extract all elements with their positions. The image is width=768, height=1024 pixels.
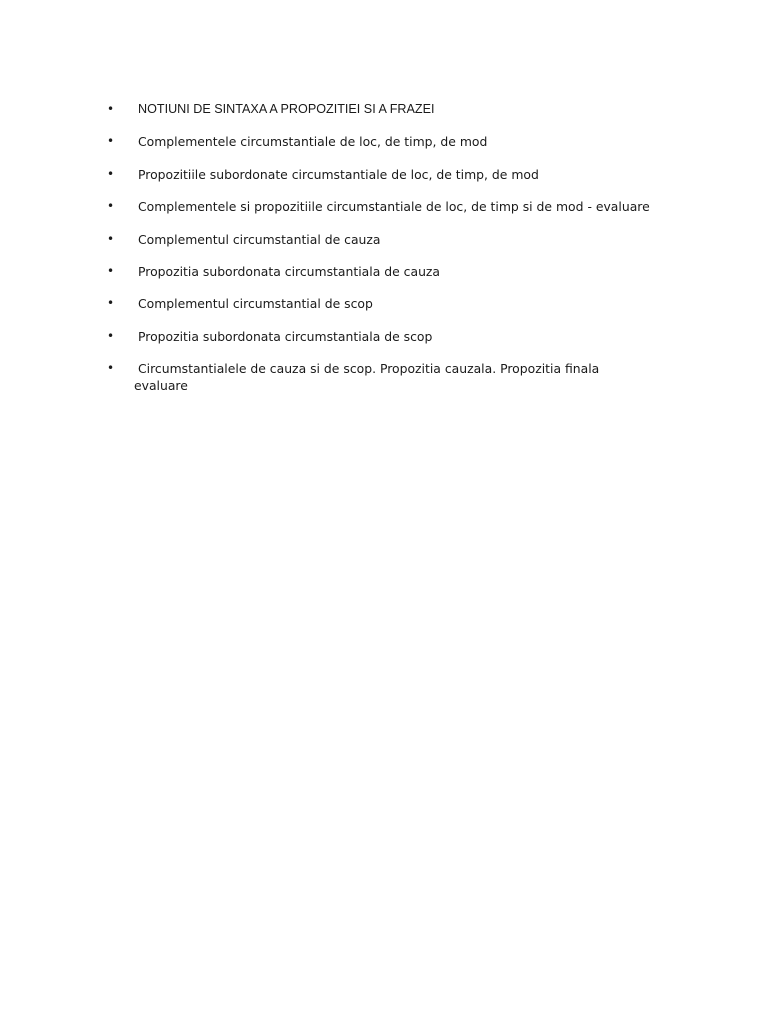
list-item-text: Propozitia subordonata circumstantiala de scop [138, 328, 433, 344]
topic-bullet-list [104, 101, 704, 410]
bullet-icon: • [107, 296, 115, 311]
list-item-text: Propozitiile subordonate circumstantiale de loc, de timp, de mod [138, 166, 539, 182]
list-item [104, 231, 704, 248]
list-item [104, 328, 704, 345]
bullet-icon: • [107, 361, 115, 376]
list-item-text: NOTIUNI DE SINTAXA A PROPOZITIEI SI A FRAZEI [138, 102, 435, 116]
bullet-icon: • [107, 199, 115, 214]
list-item [104, 166, 704, 183]
list-item [104, 295, 704, 312]
bullet-icon: • [107, 263, 115, 278]
list-item-text [134, 360, 704, 394]
list-item-text-line-2: evaluare [134, 378, 188, 394]
bullet-icon: • [107, 231, 115, 246]
list-item [104, 101, 704, 118]
list-item-text: Complementul circumstantial de scop [138, 296, 373, 312]
bullet-icon: • [107, 102, 115, 116]
list-item-text: Complementele circumstantiale de loc, de timp, de mod [138, 134, 488, 150]
list-item-text-line-1: Circumstantialele de cauza si de scop. Propozitia cauzala. Propozitia finala [138, 361, 600, 377]
list-item-text: Complementele si propozitiile circumstantiale de loc, de timp si de mod - evaluare [138, 199, 650, 215]
bullet-icon: • [107, 134, 115, 149]
list-item [104, 360, 704, 394]
list-item [104, 263, 704, 280]
list-item-text: Complementul circumstantial de cauza [138, 231, 381, 247]
bullet-icon: • [107, 166, 115, 181]
bullet-icon: • [107, 328, 115, 343]
list-item [104, 198, 704, 215]
list-item [104, 133, 704, 150]
list-item-text: Propozitia subordonata circumstantiala de cauza [138, 263, 441, 279]
